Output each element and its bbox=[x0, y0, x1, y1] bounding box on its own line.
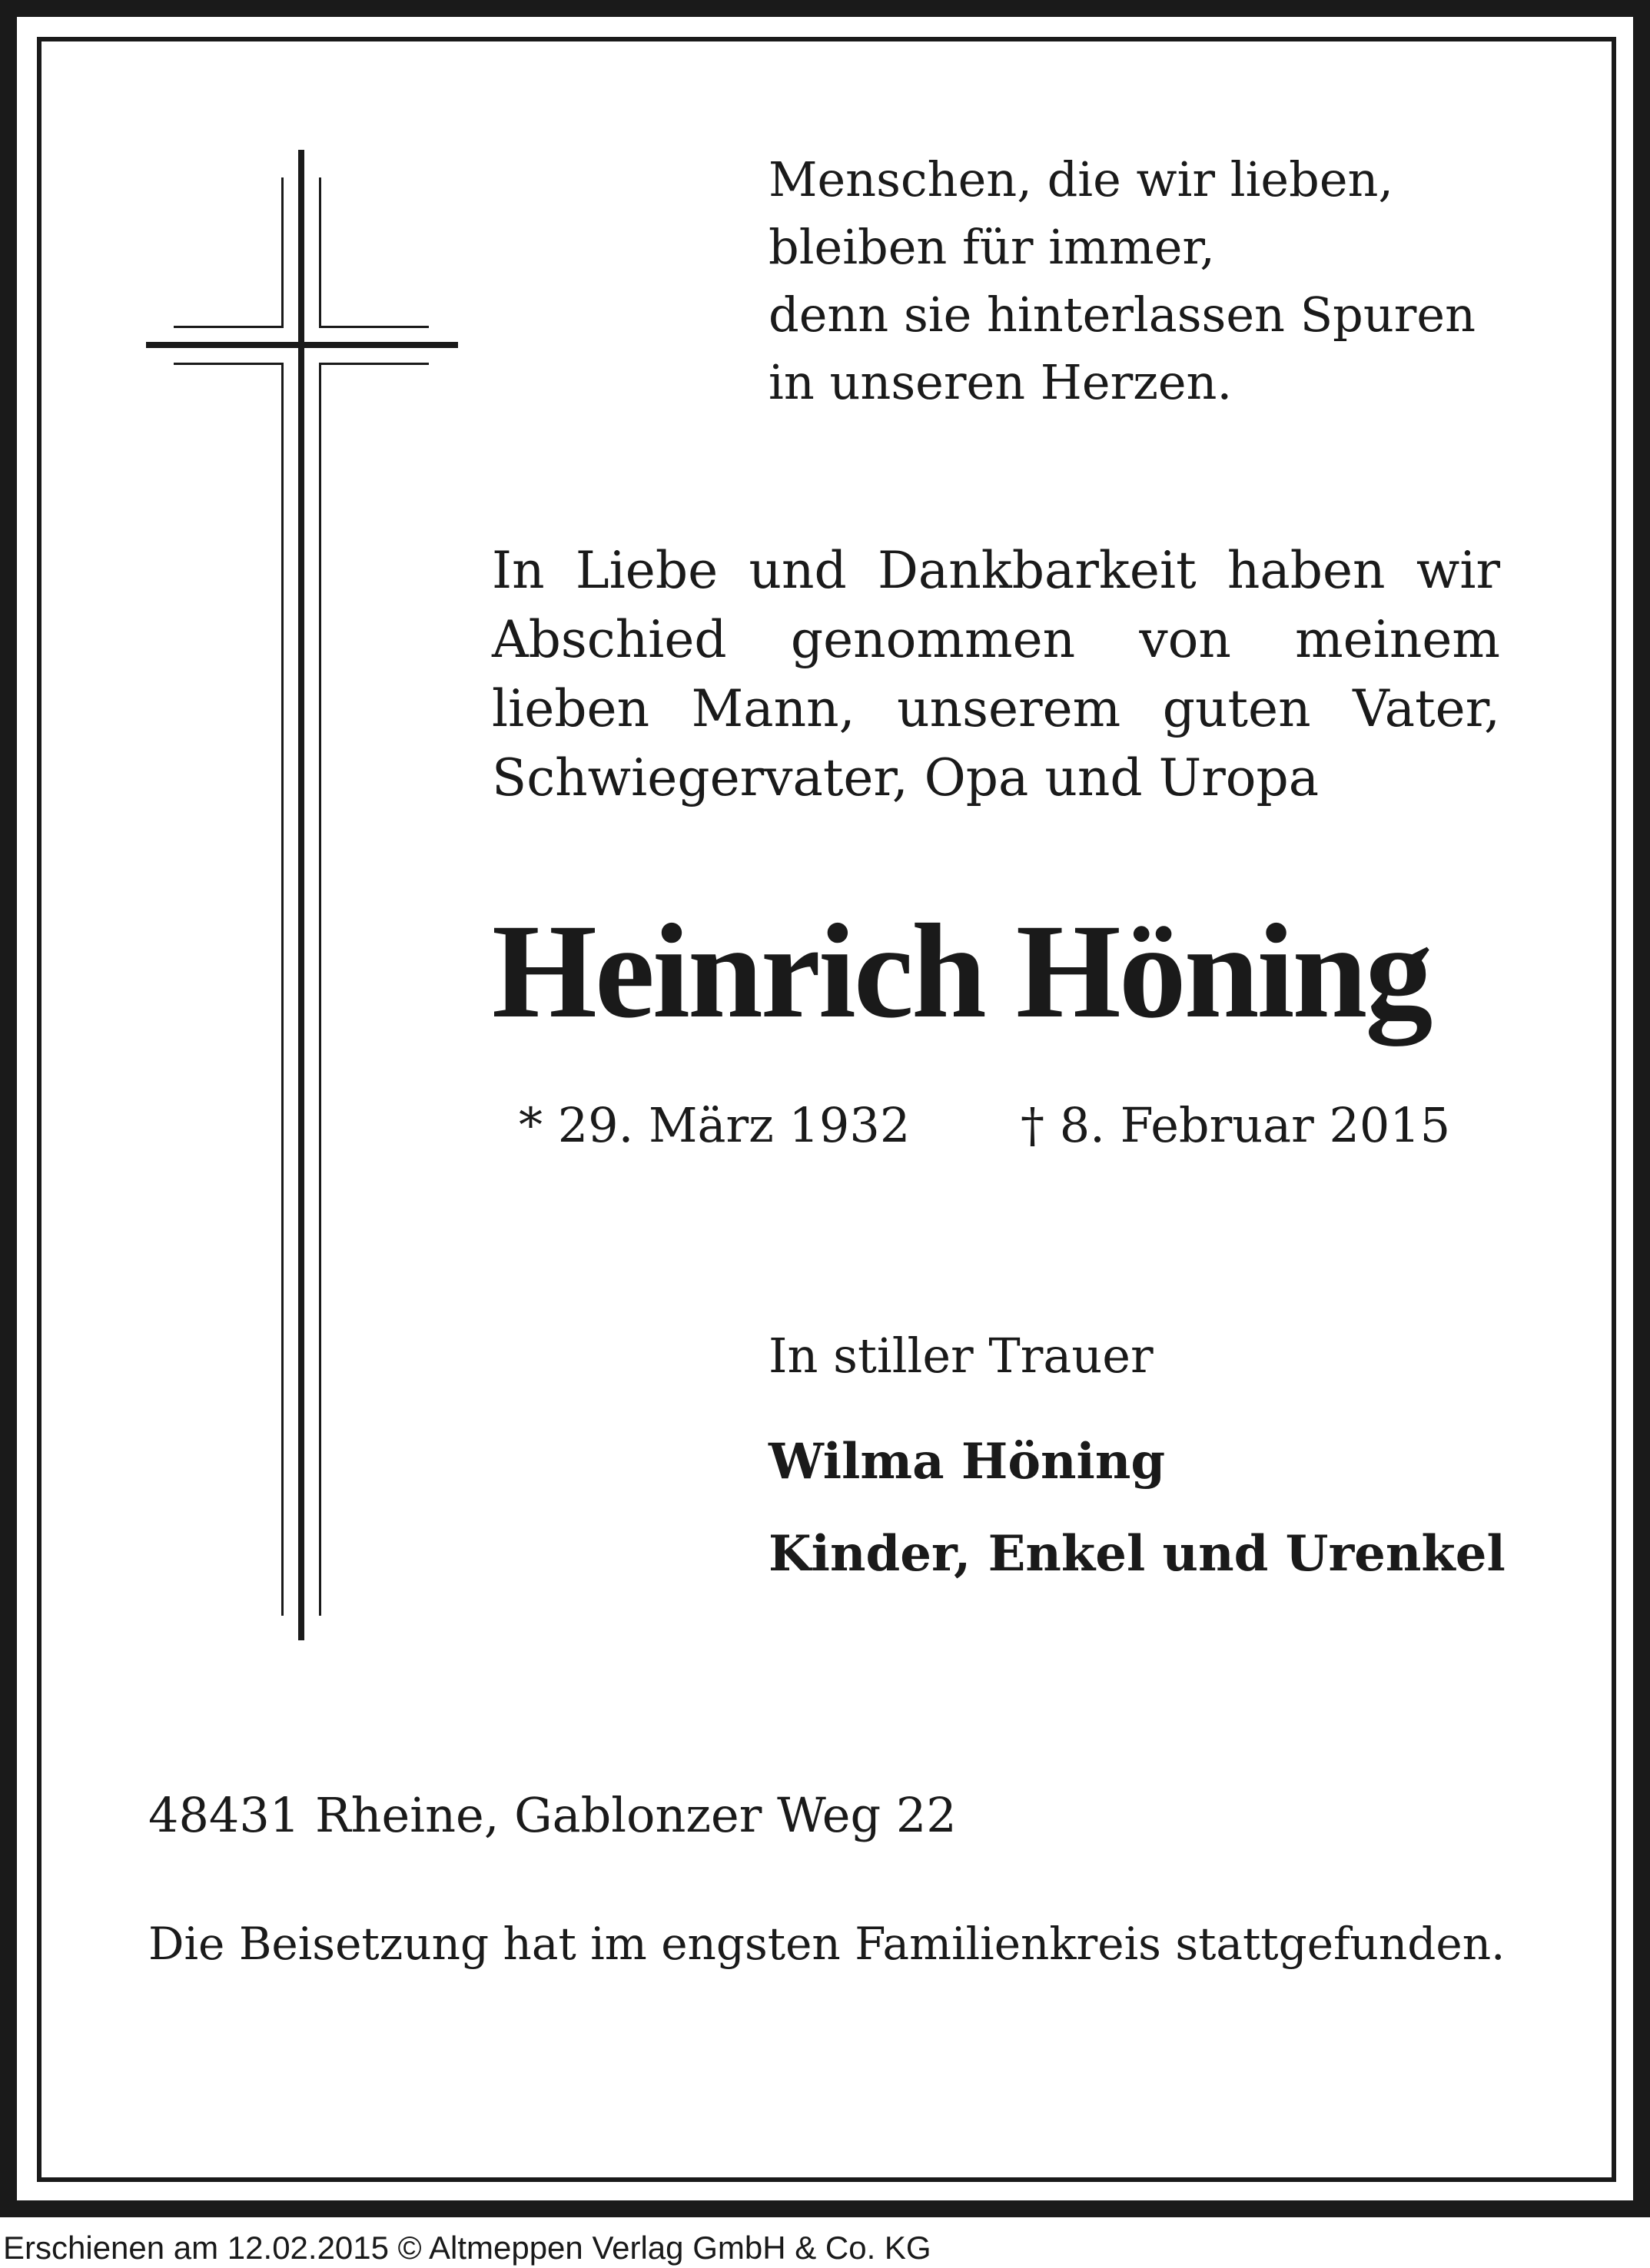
cross-outline-line bbox=[281, 177, 284, 327]
motto-line: denn sie hinterlassen Spuren bbox=[769, 287, 1476, 343]
cross-outline-line bbox=[319, 363, 321, 1616]
cross-outline-line bbox=[319, 177, 321, 327]
birth-date: * 29. März 1932 bbox=[519, 1097, 911, 1153]
mourner-name: Kinder, Enkel und Urenkel bbox=[769, 1525, 1506, 1583]
motto-verse bbox=[769, 146, 1476, 416]
cross-vertical-bar bbox=[298, 150, 304, 1640]
motto-line: Menschen, die wir lieben, bbox=[769, 151, 1394, 207]
motto-line: bleiben für immer, bbox=[769, 219, 1215, 275]
intro-line: In Liebe und Dankbarkeit haben wir bbox=[492, 541, 1500, 600]
publication-footer: Erschienen am 12.02.2015 © Altmeppen Verlag GmbH & Co. KG bbox=[3, 2230, 931, 2266]
cross-outline-line bbox=[319, 363, 429, 365]
motto-line: in unseren Herzen. bbox=[769, 354, 1233, 410]
burial-notice: Die Beisetzung hat im engsten Familienkreis stattgefunden. bbox=[148, 1918, 1506, 1970]
intro-line: Schwiegervater, Opa und Uropa bbox=[492, 748, 1320, 807]
cross-outline-line bbox=[319, 326, 429, 328]
deceased-name: Heinrich Höning bbox=[492, 897, 1431, 1046]
cross-outline-line bbox=[281, 363, 284, 1616]
cross-outline-line bbox=[174, 363, 284, 365]
cross-icon bbox=[146, 150, 461, 1640]
address: 48431 Rheine, Gablonzer Weg 22 bbox=[148, 1787, 957, 1843]
cross-outline-line bbox=[174, 326, 284, 328]
death-date: † 8. Februar 2015 bbox=[1021, 1097, 1451, 1153]
cross-horizontal-bar bbox=[146, 342, 458, 348]
intro-paragraph bbox=[492, 536, 1500, 813]
mourning-heading: In stiller Trauer bbox=[769, 1328, 1154, 1384]
mourner-name: Wilma Höning bbox=[769, 1433, 1166, 1490]
intro-line: Abschied genommen von meinem bbox=[492, 610, 1500, 669]
intro-line: lieben Mann, unserem guten Vater, bbox=[492, 679, 1500, 738]
